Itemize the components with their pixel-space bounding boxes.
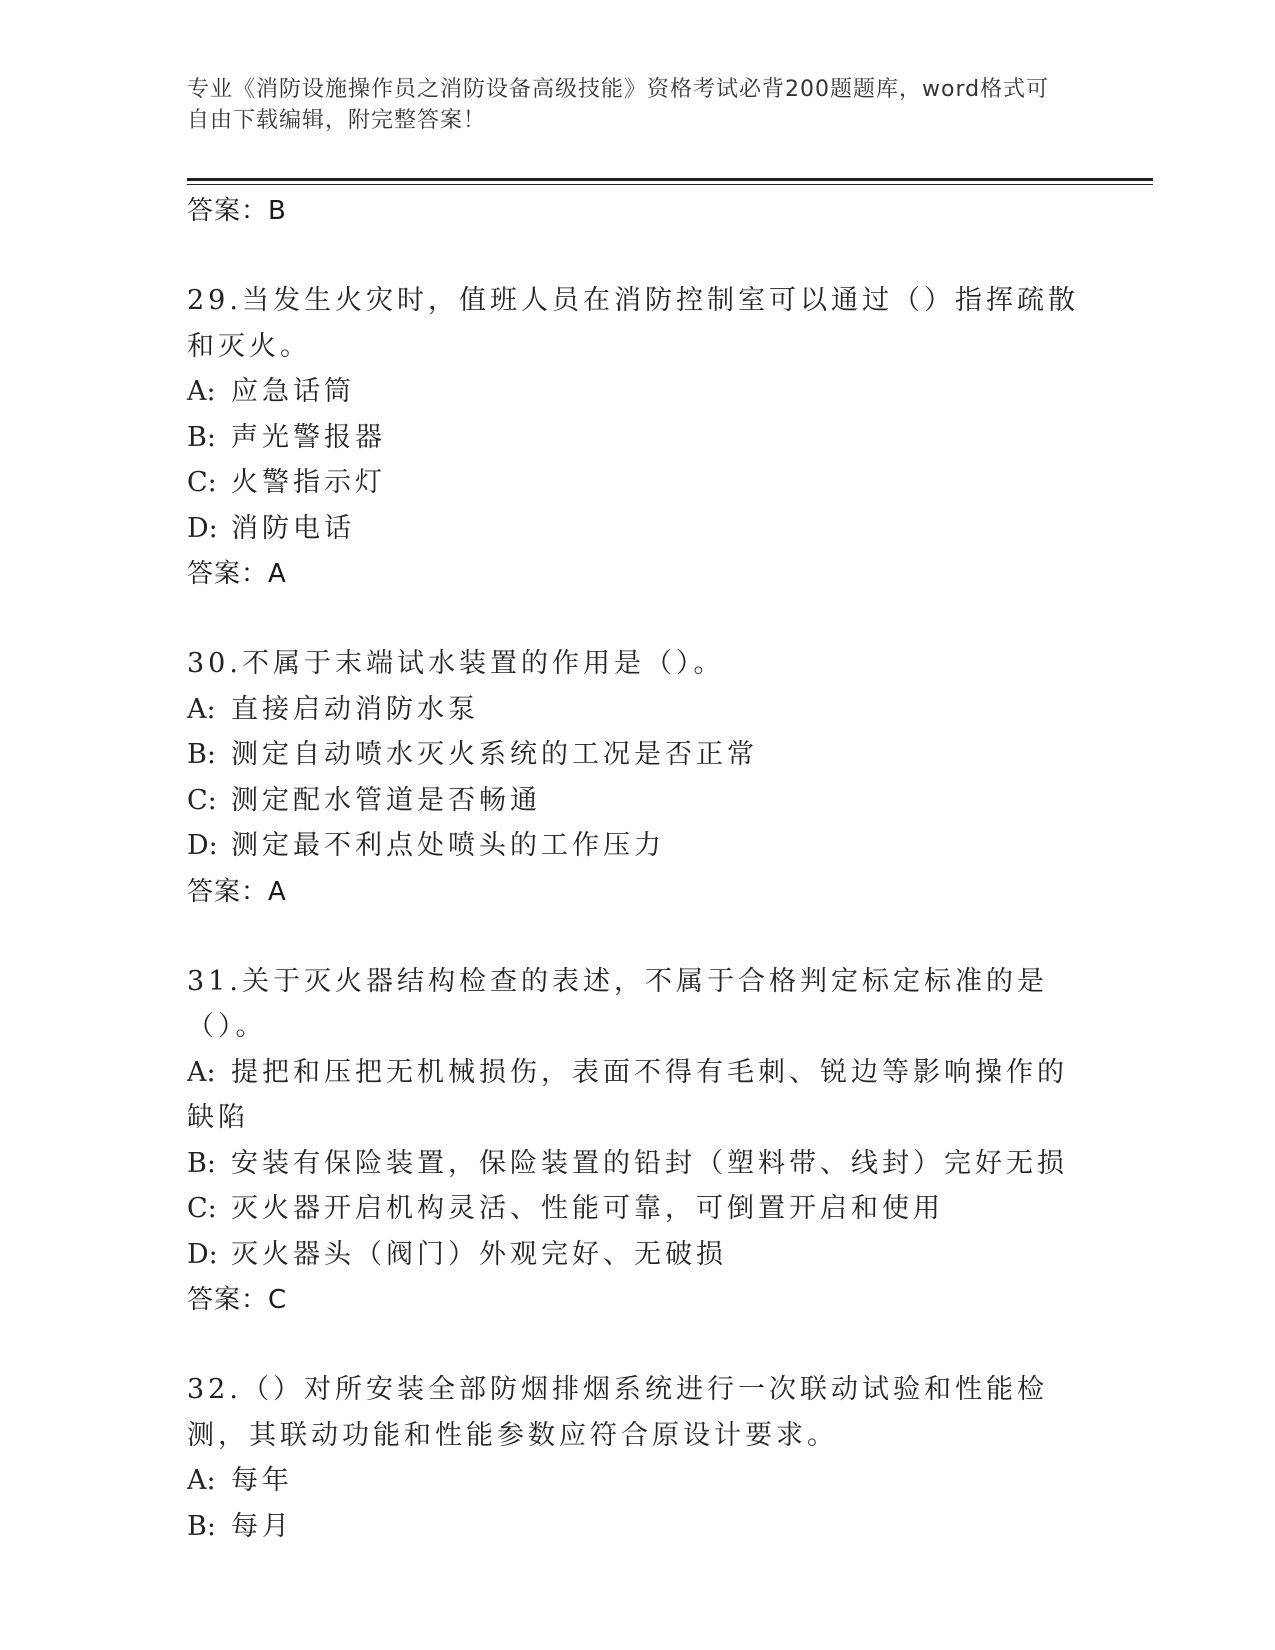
document-header: 专业《消防设施操作员之消防设备高级技能》资格考试必背200题题库，word格式可自由下载编辑，附完整答案！ (187, 77, 1050, 133)
answer-line: 答案：C (187, 1285, 288, 1315)
option-letter: C: (187, 1193, 217, 1224)
option-b (187, 732, 1087, 778)
answer-line: 答案：A (187, 559, 287, 589)
option-text: 每年 (231, 1465, 293, 1496)
option-text: 直接启动消防水泵 (231, 693, 479, 725)
option-c (187, 460, 1087, 506)
option-c (187, 778, 1087, 824)
option-text: 火警指示灯 (231, 467, 386, 498)
question-30 (187, 641, 1087, 915)
option-text: 声光警报器 (231, 421, 386, 453)
option-letter: B: (187, 739, 216, 770)
option-letter: B: (187, 1147, 216, 1179)
question-text: 31.关于灭火器结构检查的表述，不属于合格判定标定标准的是（）。 (187, 965, 1048, 1042)
question-text: 30.不属于末端试水装置的作用是（）。 (187, 648, 725, 679)
question-text: 29.当发生火灾时，值班人员在消防控制室可以通过（）指挥疏散和灭火。 (187, 285, 1079, 362)
option-a (187, 369, 1087, 415)
option-text: 提把和压把无机械损伤，表面不得有毛刺、锐边等影响操作的缺陷 (187, 1056, 1068, 1133)
option-letter: C: (187, 784, 217, 816)
option-d (187, 506, 1087, 552)
option-text: 应急话筒 (231, 376, 355, 407)
question-29 (187, 278, 1087, 597)
option-a (187, 1458, 1087, 1504)
question-32 (187, 1367, 1087, 1549)
option-text: 灭火器开启机构灵活、性能可靠，可倒置开启和使用 (231, 1193, 944, 1224)
option-letter: C: (187, 467, 217, 498)
option-text: 测定自动喷水灭火系统的工况是否正常 (231, 739, 758, 770)
answer-line: 答案：A (187, 876, 287, 907)
option-text: 灭火器头（阀门）外观完好、无破损 (231, 1238, 727, 1270)
option-letter: A: (187, 693, 216, 725)
option-b (187, 415, 1087, 461)
header-divider-thin (187, 184, 1153, 185)
option-a (187, 687, 1087, 733)
option-letter: B: (187, 421, 216, 453)
option-letter: D: (187, 830, 218, 861)
option-text: 消防电话 (231, 512, 355, 544)
option-letter: A: (187, 1465, 216, 1496)
option-b (187, 1141, 1087, 1187)
option-letter: D: (187, 512, 218, 544)
option-d (187, 823, 1087, 869)
option-text: 安装有保险装置，保险装置的铅封（塑料带、线封）完好无损 (231, 1147, 1068, 1179)
header-divider-thick (187, 178, 1153, 181)
option-letter: A: (187, 376, 216, 407)
option-c (187, 1186, 1087, 1232)
option-d (187, 1232, 1087, 1278)
option-b (187, 1504, 1087, 1550)
question-list (187, 188, 1087, 1549)
option-letter: B: (187, 1510, 216, 1542)
option-text: 测定最不利点处喷头的工作压力 (231, 830, 665, 861)
option-text: 每月 (231, 1510, 293, 1542)
option-a (187, 1050, 1087, 1141)
question-text: 32.（）对所安装全部防烟排烟系统进行一次联动试验和性能检测，其联动功能和性能参数应符合原设计要求。 (187, 1374, 1048, 1451)
option-text: 测定配水管道是否畅通 (231, 784, 541, 816)
option-letter: A: (187, 1056, 216, 1088)
question-31 (187, 959, 1087, 1324)
previous-answer: 答案：B (187, 196, 287, 226)
option-letter: D: (187, 1238, 218, 1270)
